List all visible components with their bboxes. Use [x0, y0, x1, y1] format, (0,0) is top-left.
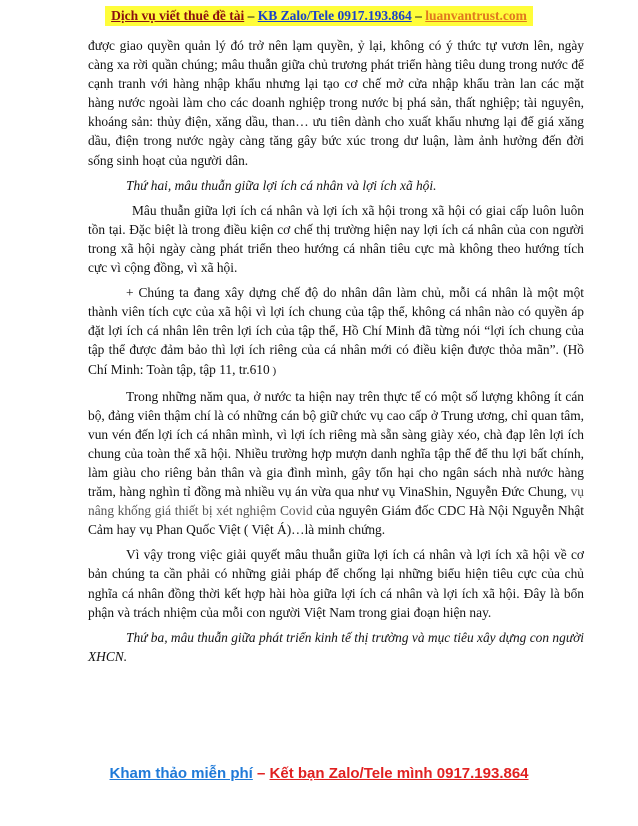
paragraph-3 [88, 283, 584, 380]
paragraph-2: Mâu thuẫn giữa lợi ích cá nhân và lợi ích xã hội trong xã hội có giai cấp luôn luôn tồn tại. Đặc biệt là trong điều kiện cơ chế thị trường hiện nay lợi ích cá nhân của con người trong xã hội ngày càng phát triển theo hướng cá nhân tiêu cực mà không theo hướng tích cực vì cộng đồng, vì xã hội. [88, 202, 584, 276]
page-footer [0, 764, 638, 784]
document-body [88, 36, 584, 666]
paragraph-3-close: ) [269, 364, 277, 377]
paragraph-4 [88, 387, 584, 540]
header-banner [105, 6, 533, 26]
paragraph-4-text: Trong những năm qua, ở nước ta hiện nay trên thực tế có một số lượng không ít cán bộ, đảng viên thậm chí là có những cán bộ giữ chức vụ cao cấp ở Trung ương, chỉ quan tâm, vun vén đến lợi ích cá nhân mình, vì lợi ích riêng mà sẵn sàng giày xéo, chà đạp lên lợi ích chung của toàn thể xã hội. Nhiều trường hợp mượn danh nghĩa tập thể để thu lợi bất chính, làm giàu cho riêng bản thân và gia đình mình, gây tổn hại cho ngân sách nhà nước hàng trăm, hàng nghìn tỉ đồng mà nhiều vụ án vừa qua như vụ VinaShin, Nguyễn Đức Chung, [88, 388, 584, 500]
header-website-link[interactable]: luanvantrust.com [425, 8, 527, 23]
paragraph-5: Vì vậy trong việc giải quyết mâu thuẫn giữa lợi ích cá nhân và lợi ích xã hội về cơ bản chúng ta cần phải có những giải pháp để chống lại những biểu hiện tiêu cực của chủ nghĩa cá nhân đồng thời kết hợp hài hòa giữa lợi ích cá nhân và lợi ích xã hội. Đây là bổn phận và trách nhiệm của mỗi con người Việt Nam trong giai đoạn hiện nay. [88, 547, 584, 620]
header-service-link[interactable]: Dịch vụ viết thuê đề tài [111, 8, 245, 23]
section-heading-3: Thứ ba, mâu thuẫn giữa phát triển kinh tế thị trường và mục tiêu xây dựng con người XHCN. [88, 629, 584, 664]
page-header [0, 6, 638, 26]
paragraph-4-highlight: vụ nâng khống giá thiết bị xét nghiệm Covid [88, 484, 584, 519]
footer-separator: – [252, 765, 270, 782]
footer-contact-link[interactable]: Kết bạn Zalo/Tele mình 0917.193.864 [269, 765, 529, 782]
footer-free-reference-link[interactable]: Kham thảo miễn phí [109, 765, 253, 782]
header-separator: – [411, 8, 426, 23]
paragraph-1: được giao quyền quản lý đó trở nên lạm quyền, ỷ lại, không có ý thức tự vươn lên, ngày càng xa rời quần chúng; mâu thuẫn giữa chủ trương phát triển hàng tiêu dung trong nước để cạnh tranh với hàng nhập khẩu nhưng lại tạo cơ chế mở cửa nhập khẩu tràn lan các mặt hàng nước ngoài làm cho các doanh nghiệp trong nước bị phá sản, thất nghiệp; tài nguyên, khoáng sản: thủy điện, xăng dầu, than… ưu tiên dành cho xuất khẩu nhưng lại để giá xăng dầu, điện trong nước ngày càng tăng gây bức xúc trong dư luận, làm ảnh hưởng đến đời sống sinh hoạt của người dân. [88, 38, 584, 168]
header-phone-link[interactable]: KB Zalo/Tele 0917.193.864 [257, 8, 412, 23]
header-separator: – [244, 8, 258, 23]
paragraph-4-rest: của nguyên Giám đốc CDC Hà Nội Nguyễn Nhật Cảm hay vụ Phan Quốc Việt ( Việt Á)…là minh chứng. [88, 503, 585, 538]
section-heading-2: Thứ hai, mâu thuẫn giữa lợi ích cá nhân và lợi ích xã hội. [126, 177, 437, 193]
paragraph-3-text: + Chúng ta đang xây dựng chế độ do nhân dân làm chủ, mỗi cá nhân là một một thành viên tích cực của xã hội vì lợi ích chung của tập thể, không cá nhân nào có quyền áp đặt lợi ích cá nhân lên trên lợi ích của tập thể, Hồ Chí Minh đã từng nói “lợi ích chung của tập thể được đảm bảo thì lợi ích riêng của cá nhân mới có điều kiện được thỏa mãn”. (Hồ Chí Minh: Toàn tập, tập 11, tr.610 [88, 285, 584, 377]
